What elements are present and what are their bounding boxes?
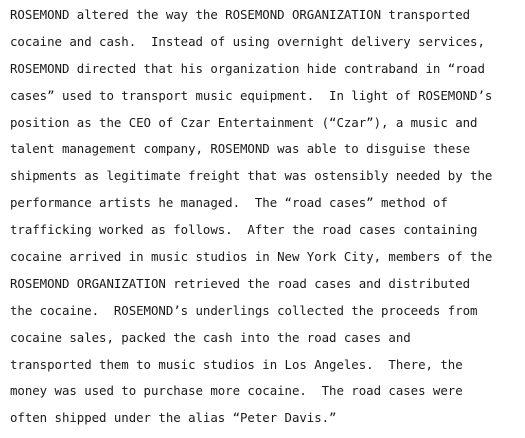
text-line-3: ROSEMOND directed that his organization hide contraband in “road [10, 60, 485, 76]
text-line-7: shipments as legitimate freight that was ostensibly needed by the [10, 168, 493, 184]
text-line-9: trafficking worked as follows. After the road cases containing [10, 222, 478, 238]
text-line-2: cocaine and cash. Instead of using overnight delivery services, [10, 33, 485, 49]
text-line-12: the cocaine. ROSEMOND’s underlings collected the proceeds from [10, 302, 478, 318]
text-line-4: cases” used to transport music equipment. In light of ROSEMOND’s [10, 87, 493, 103]
text-line-11: ROSEMOND ORGANIZATION retrieved the road cases and distributed [10, 275, 471, 291]
text-line-16: often shipped under the alias “Peter Davis.” [10, 410, 337, 426]
document-page [10, 2, 520, 432]
text-line-6: talent management company, ROSEMOND was able to disguise these [10, 141, 471, 157]
text-line-15: money was used to purchase more cocaine. The road cases were [10, 383, 463, 399]
text-line-8: performance artists he managed. The “road cases” method of [10, 195, 448, 211]
text-line-1: ROSEMOND altered the way the ROSEMOND ORGANIZATION transported [10, 7, 471, 22]
text-line-5: position as the CEO of Czar Entertainment (“Czar”), a music and [10, 114, 478, 130]
text-line-10: cocaine arrived in music studios in New York City, members of the [10, 249, 493, 265]
text-line-14: transported them to music studios in Los Angeles. There, the [10, 356, 463, 372]
text-line-13: cocaine sales, packed the cash into the road cases and [10, 329, 411, 345]
